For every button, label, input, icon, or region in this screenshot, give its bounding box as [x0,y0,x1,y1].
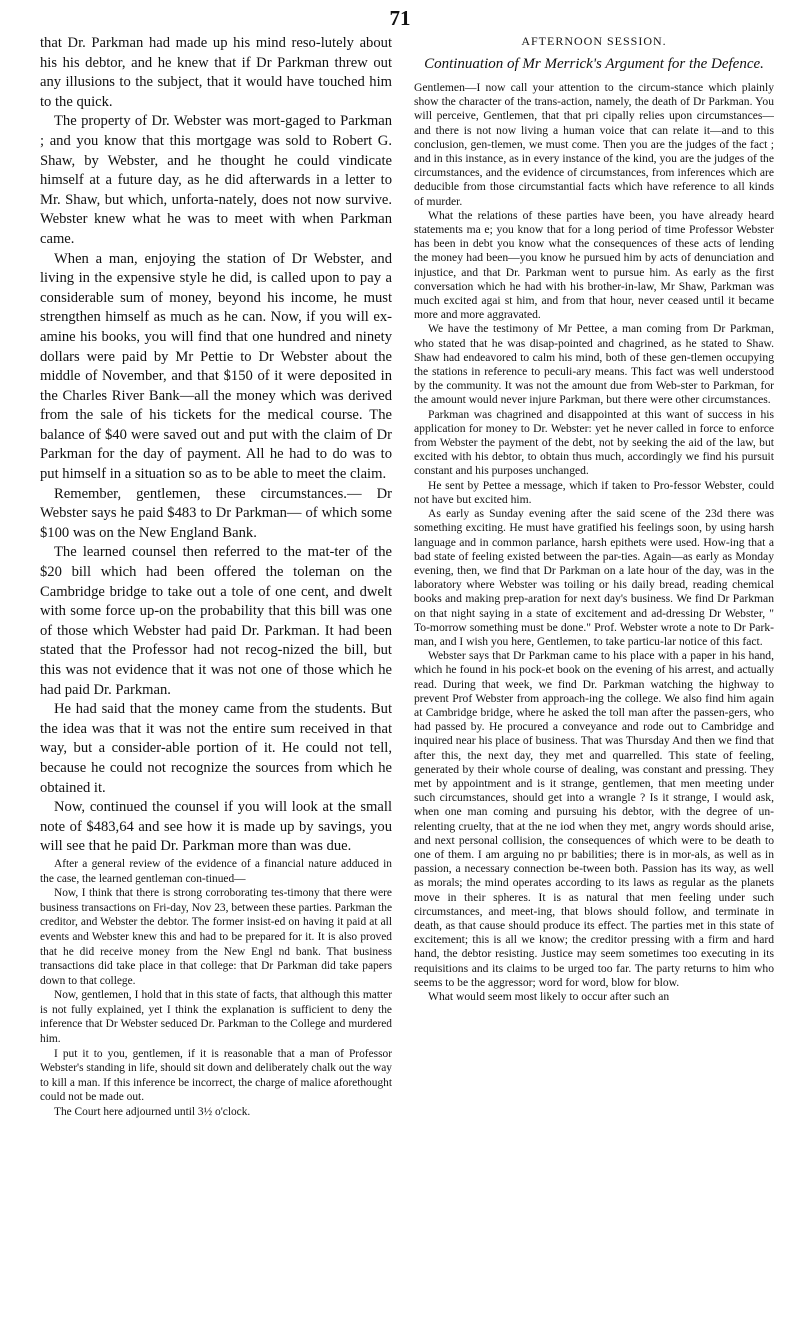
paragraph: Now, gentlemen, I hold that in this state of facts, that although this matter is not fully explained, yet I think the explanation is sufficient to deny the inference that Dr Webster seduced Dr. Parkman to the College and murdered him. [40,989,392,1046]
paragraph: After a general review of the evidence of a financial nature adduced in the case, the learned gentleman con-tinued— [40,857,392,885]
paragraph: We have the testimony of Mr Pettee, a man coming from Dr Parkman, who stated that he was disap-pointed and chagrined, as he stated to Shaw. Shaw had endeavored to calm his mind, both of these gen-tlemen occupying the stations in reference to peculi-ary means. This fact was well understood by the community. It was not the amount due from Web-ster to Parkman, for the amount would never injure Parkman, but there were other circumstances. [414,322,774,407]
paragraph: What would seem most likely to occur after such an [428,990,670,1003]
paragraph: When a man, enjoying the station of Dr Webster, and living in the expensive style he did, is called upon to pay a considerable sum of money, beyond his income, he must strengthen himself as much as he can. Now, if you will ex-amine his books, you will find that one hundred and ninety dollars were paid by Mr Pettie to Dr Webster about the middle of November, and that $150 of it were deposited in the Charles River Bank—all the money which was derived from the sale of his tickets for the medical course. The balance of $40 were saved out and put with the claim of Dr Parkman for the day of payment. All he had to do was to put himself in a situation so as to be able to meet the claim. [40,250,392,483]
paragraph: As early as Sunday evening after the said scene of the 23d there was something exciting. He must have gratified his feelings soon, by using harsh language and in common parlance, harsh epithets were used. How-ing that a bad state of feeling existed between the par-ties. Again—as early as Monday evening, then, we find that Dr Parkman on a late hour of the day, was in the laboratory where Webster was toiling or his daily bread, reading chemical books and making prep-aration for next day's business. We find Dr Parkman on that night saying in a state of excitement and ad-dressing Dr Webster, " To-morrow something must be done." Prof. Webster wrote a note to Dr Park-man, and I wish you here, Gentlemen, to take particu-lar notice of this fact. [414,507,774,648]
paragraph: I put it to you, gentlemen, if it is reasonable that a man of Professor Webster's standing in life, should sit down and deliberately chalk out the way to kill a man. If this inference be incorrect, the charge of malice aforethought could not be made out. [40,1047,392,1104]
page-number: 71 [389,6,411,30]
paragraph: The property of Dr. Webster was mort-gaged to Parkman ; and you know that this mortgage was sold to Robert G. Shaw, by Webster, and he thought he could vindicate himself at a future day, as he did afterwards in a letter to Mr. Shaw, but which, unforta-nately, does not now survive. Webster knew what he was to meet with when Parkman came. [40,113,392,247]
left-column [40,34,392,1319]
paragraph: Now, I think that there is strong corroborating tes-timony that there were business transactions on Fri-day, Nov 23, between these parties. Parkman the creditor, and Webster the debtor. The former insist-ed on having it paid at all events and Webster knew this and had to be prepared for it. It is also proved that he did receive money from the New Engl nd bank. That business transactions did take place in that college: that Dr Parkman did take papers down to that college. [40,887,392,987]
paragraph: Webster says that Dr Parkman came to his place with a paper in his hand, which he found in his pock-et book on the evening of his arrest, and actually read. During that week, we find Dr. Parkman watching the highway to prevent Prof Webster from approach-ing the college. We also find him again at Cambridge bridge, where he asked the toll man after the passen-gers, who had passed by. He procured a conveyance and rode out to Cambridge and inquired near his place of business. That was Thursday And then we find that after this, the next day, they met and quarrelled. This state of feeling, generated by their whole course of dealing, was constant and pressing. They met by appointment and is it strange, gentlemen, that men meeting under such circumstances, should get into a wrangle ? Is it strange, I would ask, when one man coming and pursuing his debtor, with the degree of un-relenting cruelty, that at the ne iod when they met, angry words should arise, and next personal collision, the consequences of which were to be death to one of them. I am arguing no pr babilities; there is in mor-als, as well as in passion, a necessary connection be-tween both. Passion has its way, as well as morals; the mind operates according to its laws as regular as the planets move in their spheres. It is as natural that men feeling under such circumstances, and meet-ing, that blows should follow, and terminate in death, as that cause should produce its effect. The parties met in this state of excitement; this is all we know; the creditor pressing with a firm and hard hand, the debtor resisting. Justice may seem sometimes too executing in its requisitions and its claims to be urged too far. The party returns to him who seems to be the aggressor; word for word, blow for blow. [414,649,774,989]
paragraph: Now, continued the counsel if you will look at the small note of $483,64 and see how it is made up by savings, you will see that he paid Dr. Parkman more than was due. [40,799,392,855]
paragraph: What the relations of these parties have been, you have already heard statements ma e; you know that for a long period of time Professor Webster has been in debt you know what the consequences of these acts of lending the money had been—you know he pursued him by acts of denunciation and injustice, and that Dr. Parkman went to pursue him. As early as the first conversation which he had with his brother-in-law, Mr Shaw, Parkman was much excited agai st him, and from that hour, never ceased until it became more and more aggravated. [414,208,774,322]
paragraph: The Court here adjourned until 3½ o'clock. [54,1106,251,1119]
right-column [414,34,774,1319]
paragraph: He sent by Pettee a message, which if taken to Pro-fessor Webster, could not have but excited him. [414,478,774,506]
paragraph: He had said that the money came from the students. But the idea was that it was not the entire sum received in that way, but a consider-able portion of it. He could not tell, because he could not recognize the sources from which he obtained it. [40,701,392,796]
section-title: Continuation of Mr Merrick's Argument for the Defence. [424,56,764,72]
paragraph: Parkman was chagrined and disappointed at this want of success in his application for money to Dr. Webster: yet he never called in force to enforce from Webster the payment of the debt, not by seeking the aid of the law, but excited with his debtor, to obtain thus much, accordingly we find his pursuit constant and his purposes unchanged. [414,407,774,478]
paragraph: Gentlemen—I now call your attention to the circum-stance which plainly show the character of the trans-action, namely, the death of Dr Parkman. You will perceive, Gentlemen, that that pri cipally relies upon circumstances—and there is not now living a human voice that can relate it—and to this conclusion, gen-tlemen, we must come. Then you are the judges of the fact ; and in this instance, as in every instance of the kind, you are the judges of the circumstances, and the evidence of circumstances, from inferences which are deducible from those circumstantial facts which have reference to all kinds of murder. [414,81,774,208]
running-head: AFTERNOON SESSION. [521,34,667,48]
paragraph: The learned counsel then referred to the mat-ter of the $20 bill which had been offered the toleman on the Cambridge bridge to take out a tole of one cent, and dwelt with some force up-on the probability that this bill was one of those which Webster had paid Dr. Parkman. It had been stated that the Professor had not recog-nized the bill, but this was not evidence that it was not one of those which he had paid Dr. Parkman. [40,544,392,698]
paragraph: that Dr. Parkman had made up his mind reso-lutely about his his debtor, and he knew that if Dr Parkman threw out any illusions to the subject, that it would have touched him to the quick. [40,35,392,110]
paragraph: Remember, gentlemen, these circumstances.— Dr Webster says he paid $483 to Dr Parkman— of which some $100 was on the New England Bank. [40,485,392,541]
